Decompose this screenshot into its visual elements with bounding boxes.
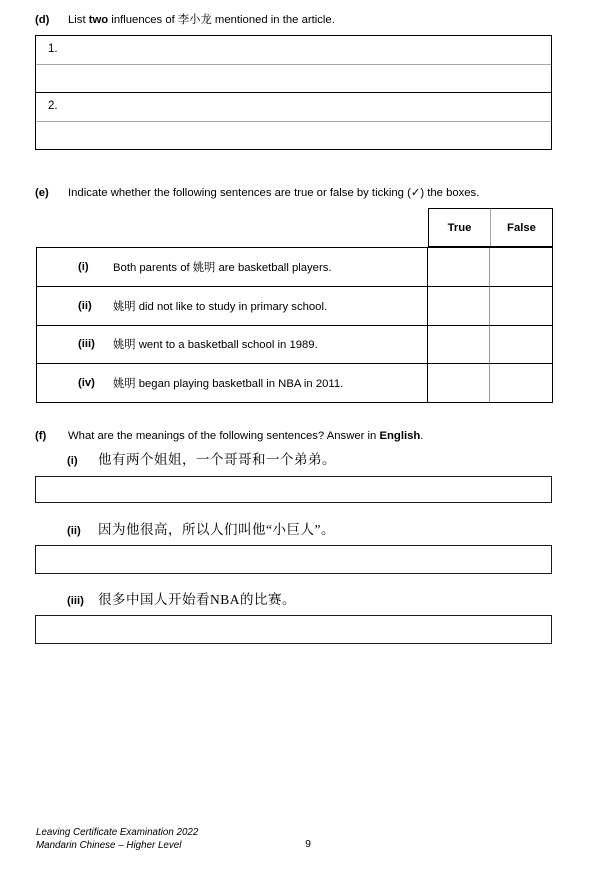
- answer-row-2-extra-line[interactable]: [36, 122, 551, 150]
- answer-box-iii[interactable]: [35, 615, 552, 644]
- statement-ii-number: (ii): [78, 299, 92, 312]
- tick-box-iv-false[interactable]: [489, 364, 552, 402]
- sentence-ii-number: (ii): [67, 525, 81, 537]
- statement-i-number: (i): [78, 260, 89, 273]
- question-d-text-bold: two: [88, 14, 109, 26]
- statement-iv-text: 姚明 began playing basketball in NBA in 2011.: [113, 378, 344, 391]
- tick-box-iv-true[interactable]: [427, 364, 489, 402]
- statement-i-text: Both parents of 姚明 are basketball players.: [113, 261, 332, 274]
- question-d-text-pre: List: [68, 14, 89, 26]
- sentence-iii-number: (iii): [67, 595, 84, 607]
- answer-row-1[interactable]: [36, 36, 551, 65]
- question-e-text: Indicate whether the following sentences are true or false by ticking (✓) the boxes.: [68, 187, 480, 199]
- tick-box-i-true[interactable]: [427, 248, 489, 286]
- question-d-text: [68, 13, 335, 28]
- true-false-table: [36, 247, 553, 403]
- table-row: [37, 287, 552, 326]
- page-number: 9: [305, 838, 311, 850]
- column-header-false: False: [507, 221, 536, 234]
- question-f-heading: [35, 429, 423, 444]
- sentence-i-chinese-text: 他有两个姐姐，一个哥哥和一个弟弟。: [98, 452, 336, 467]
- table-row: [37, 364, 552, 402]
- statement-iii-number: (iii): [78, 338, 95, 351]
- statement-iv-number: (iv): [78, 377, 95, 390]
- tick-box-iii-false[interactable]: [489, 326, 552, 364]
- question-d-text-post: influences of 李小龙 mentioned in the article.: [108, 14, 335, 26]
- question-e-heading: [35, 186, 479, 201]
- answer-box-ii[interactable]: [35, 545, 552, 574]
- answer-row-2[interactable]: [36, 93, 551, 122]
- sentence-ii-chinese-text: 因为他很高，所以人们叫他“小巨人”。: [98, 522, 335, 537]
- question-e-label: (e): [35, 187, 49, 199]
- answer-row-1-number: 1.: [48, 43, 58, 55]
- tick-box-iii-true[interactable]: [427, 326, 489, 364]
- statement-ii: [37, 287, 427, 325]
- question-f-text-bold: English: [379, 430, 421, 442]
- sentence-ii: [67, 518, 335, 538]
- question-f-label: (f): [35, 430, 47, 442]
- question-d-heading: [35, 13, 335, 28]
- answer-row-1-extra-line[interactable]: [36, 65, 551, 94]
- sentence-iii-chinese-text: 很多中国人开始看NBA的比赛。: [98, 592, 297, 607]
- tick-box-ii-true[interactable]: [427, 287, 489, 325]
- question-d-answer-table: [35, 35, 552, 150]
- answer-row-2-number: 2.: [48, 100, 58, 112]
- question-f-text-post: .: [420, 430, 424, 442]
- footer-exam-title: Leaving Certificate Examination 2022: [36, 827, 199, 838]
- column-header-true: True: [429, 209, 491, 246]
- statement-i: [37, 248, 427, 286]
- footer-exam-subject: Mandarin Chinese – Higher Level: [36, 840, 182, 851]
- answer-box-i[interactable]: [35, 476, 552, 503]
- question-f-text-pre: What are the meanings of the following sentences? Answer in: [68, 430, 380, 442]
- table-row: [37, 326, 552, 365]
- sentence-i-number: (i): [67, 455, 78, 467]
- tick-box-ii-false[interactable]: [489, 287, 552, 325]
- statement-ii-text: 姚明 did not like to study in primary school.: [113, 300, 328, 313]
- sentence-i: [67, 448, 336, 468]
- table-row: [37, 248, 552, 287]
- statement-iv: [37, 364, 427, 402]
- sentence-iii: [67, 588, 296, 608]
- tick-box-i-false[interactable]: [489, 248, 552, 286]
- question-d-label: (d): [35, 14, 50, 26]
- statement-iii-text: 姚明 went to a basketball school in 1989.: [113, 339, 318, 352]
- true-false-header: [428, 208, 553, 247]
- question-f-text: [68, 429, 423, 444]
- statement-iii: [37, 326, 427, 364]
